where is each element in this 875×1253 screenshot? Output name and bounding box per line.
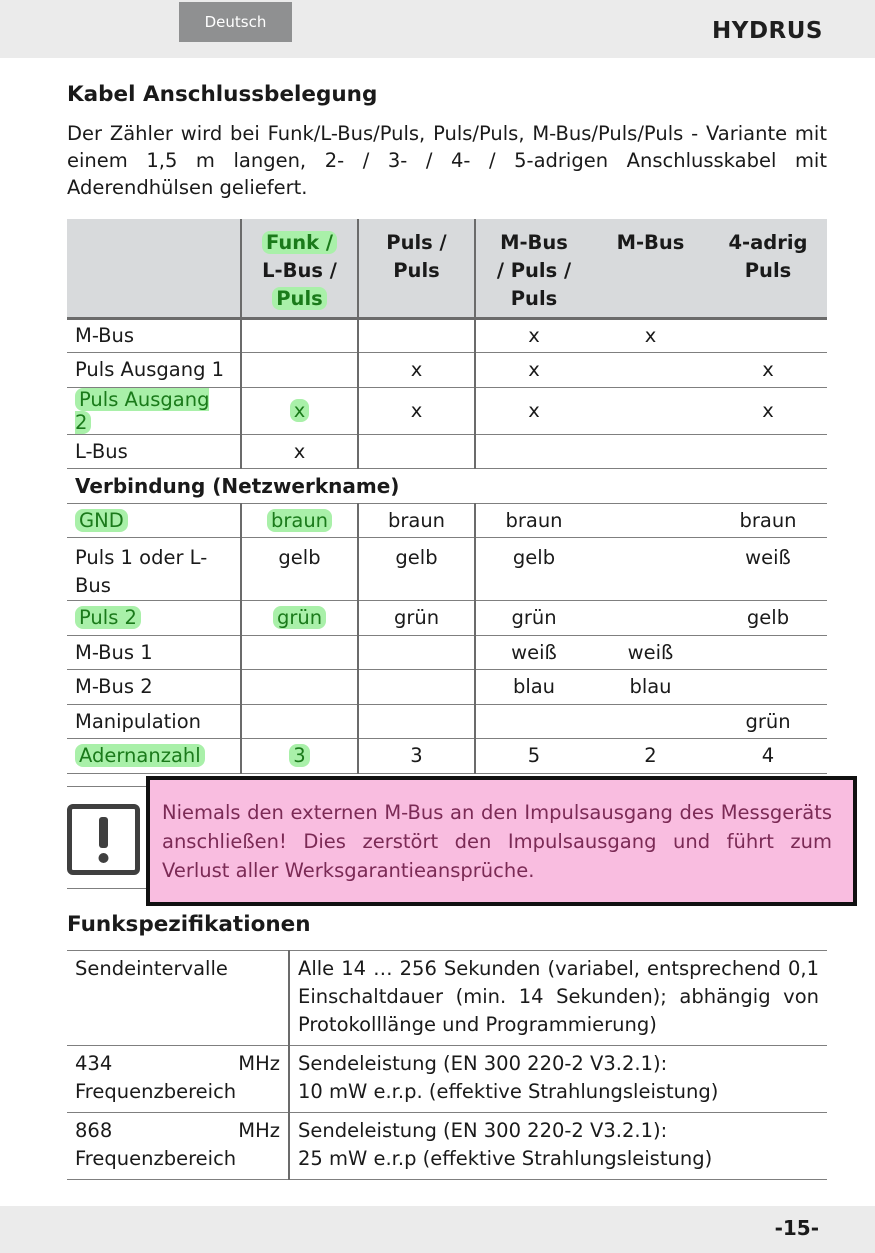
brand-name: HYDRUS [712, 18, 823, 44]
exclamation-icon-glyph [72, 809, 135, 870]
highlighted-value: x [290, 399, 310, 422]
cell: weiß [475, 635, 592, 670]
spec-value [289, 1113, 827, 1180]
cell [592, 353, 709, 388]
cell [241, 635, 358, 670]
cell: 4 [709, 739, 827, 774]
cell: weiß [592, 635, 709, 670]
cell [709, 318, 827, 353]
table-row-highlighted [67, 601, 827, 636]
cell [592, 704, 709, 739]
table-row [67, 1113, 827, 1180]
cell: x [241, 434, 358, 469]
cell: gelb [358, 538, 475, 601]
warning-box [146, 776, 857, 906]
table-row-highlighted [67, 503, 827, 538]
row-label: Puls Ausgang 1 [67, 353, 241, 388]
cell [592, 601, 709, 636]
cell: x [592, 318, 709, 353]
table-row-highlighted [67, 739, 827, 774]
row-label [67, 601, 241, 636]
page-header [0, 0, 875, 58]
section-title-radio: Funkspezifikationen [67, 912, 311, 937]
cell [241, 739, 358, 774]
highlighted-label: GND [75, 509, 128, 532]
header-funk-lbus-puls [241, 219, 358, 318]
cell [241, 503, 358, 538]
cell [709, 670, 827, 705]
cell [709, 635, 827, 670]
row-label [67, 739, 241, 774]
cell: blau [592, 670, 709, 705]
cell [475, 704, 592, 739]
header-line: / Puls / [496, 259, 572, 282]
cell [592, 387, 709, 434]
cell: x [358, 387, 475, 434]
cell: braun [475, 503, 592, 538]
cell [241, 670, 358, 705]
spec-label: 434 MHz Frequenzbereich [67, 1046, 289, 1113]
highlighted-value: braun [267, 509, 332, 532]
cell: x [358, 353, 475, 388]
warning-text: Niemals den externen M-Bus an den Impulsausgang des Messgeräts anschließen! Dies zerstört den Impulsausgang und führt zum Verlust aller Werksgarantieansprüche. [162, 801, 832, 882]
table-row [67, 951, 827, 1046]
spec-value-line: Sendeleistung (EN 300 220-2 V3.2.1): [298, 1119, 668, 1142]
row-label: Puls 1 oder L-Bus [67, 538, 241, 601]
header-puls: Puls [272, 287, 326, 310]
intro-paragraph: Der Zähler wird bei Funk/L-Bus/Puls, Puls/Puls, M-Bus/Puls/Puls - Variante mit einem 1,5 m langen, 2- / 3- / 4- / 5-adrigen Anschlusskabel mit Aderendhülsen geliefert. [67, 122, 827, 199]
cell: 2 [592, 739, 709, 774]
cell [358, 635, 475, 670]
header-line: Puls [393, 259, 440, 282]
page-footer [0, 1206, 875, 1253]
cell: blau [475, 670, 592, 705]
cell [358, 434, 475, 469]
spec-value: Alle 14 … 256 Sekunden (variabel, entsprechend 0,1 Einschaltdauer (min. 14 Sekunden); abhängig von Protokolllänge und Programmierung) [289, 951, 827, 1046]
cell [241, 387, 358, 434]
spec-value-line: Sendeleistung (EN 300 220-2 V3.2.1): [298, 1052, 668, 1075]
cell [241, 704, 358, 739]
cell: gelb [475, 538, 592, 601]
row-label: M-Bus 1 [67, 635, 241, 670]
spec-value-line: 25 mW e.r.p (effektive Strahlungsleistung) [298, 1147, 713, 1170]
highlighted-label: Puls 2 [75, 606, 141, 629]
cell [475, 434, 592, 469]
table-row [67, 434, 827, 469]
cell: 5 [475, 739, 592, 774]
table-row [67, 670, 827, 705]
header-puls-puls [358, 219, 475, 318]
cell [358, 704, 475, 739]
cell: weiß [709, 538, 827, 601]
table-row-highlighted [67, 387, 827, 434]
header-line: 4-adrig [728, 231, 808, 254]
exclamation-icon [67, 804, 140, 875]
cell [241, 601, 358, 636]
header-4adrig-puls [709, 219, 827, 318]
table-subheading-row [67, 469, 827, 504]
header-line: Puls / [386, 231, 447, 254]
cell [241, 353, 358, 388]
cable-table-header-row [67, 219, 827, 318]
cell: x [709, 353, 827, 388]
row-label: Manipulation [67, 704, 241, 739]
header-empty-cell [67, 219, 241, 318]
cell: gelb [241, 538, 358, 601]
header-line: Puls [744, 259, 792, 282]
header-mbus-puls-puls [475, 219, 592, 318]
cell [592, 503, 709, 538]
cell [709, 434, 827, 469]
spec-label: 868 MHz Frequenzbereich [67, 1113, 289, 1180]
language-tab[interactable]: Deutsch [179, 2, 292, 42]
page-number: -15- [774, 1216, 819, 1240]
table-row [67, 353, 827, 388]
highlighted-value: grün [273, 606, 326, 629]
cell: grün [358, 601, 475, 636]
row-label: M-Bus 2 [67, 670, 241, 705]
header-line: M-Bus [616, 231, 685, 254]
header-line: M-Bus [500, 231, 568, 254]
table-row [67, 704, 827, 739]
spec-label: Sendeintervalle [67, 951, 289, 1046]
cell [358, 318, 475, 353]
table-row [67, 635, 827, 670]
row-label [67, 503, 241, 538]
cell: 3 [358, 739, 475, 774]
highlighted-label: Puls Ausgang 2 [75, 387, 210, 434]
cell [592, 434, 709, 469]
cell [358, 670, 475, 705]
cell: x [475, 387, 592, 434]
cell: braun [358, 503, 475, 538]
row-label: M-Bus [67, 318, 241, 353]
header-line: Puls [510, 287, 558, 310]
table-row [67, 538, 827, 601]
cell: grün [709, 704, 827, 739]
row-label [67, 387, 241, 434]
cell [592, 538, 709, 601]
header-funk: Funk / [262, 231, 337, 254]
cell: x [475, 353, 592, 388]
spec-value [289, 1046, 827, 1113]
spec-table [67, 950, 827, 1180]
table-subheading: Verbindung (Netzwerkname) [67, 469, 827, 504]
row-label: L-Bus [67, 434, 241, 469]
cell: x [709, 387, 827, 434]
cable-table [67, 219, 827, 774]
cell: braun [709, 503, 827, 538]
cell: grün [475, 601, 592, 636]
table-row [67, 318, 827, 353]
header-lbus: L-Bus / [262, 259, 337, 282]
highlighted-label: Adernanzahl [75, 744, 205, 767]
section-title-cable: Kabel Anschlussbelegung [67, 82, 378, 107]
spec-value-line: 10 mW e.r.p. (effektive Strahlungsleistung) [298, 1080, 719, 1103]
highlighted-value: 3 [289, 744, 309, 767]
cell [241, 318, 358, 353]
cell: x [475, 318, 592, 353]
table-row [67, 1046, 827, 1113]
cell: gelb [709, 601, 827, 636]
header-mbus [592, 219, 709, 318]
